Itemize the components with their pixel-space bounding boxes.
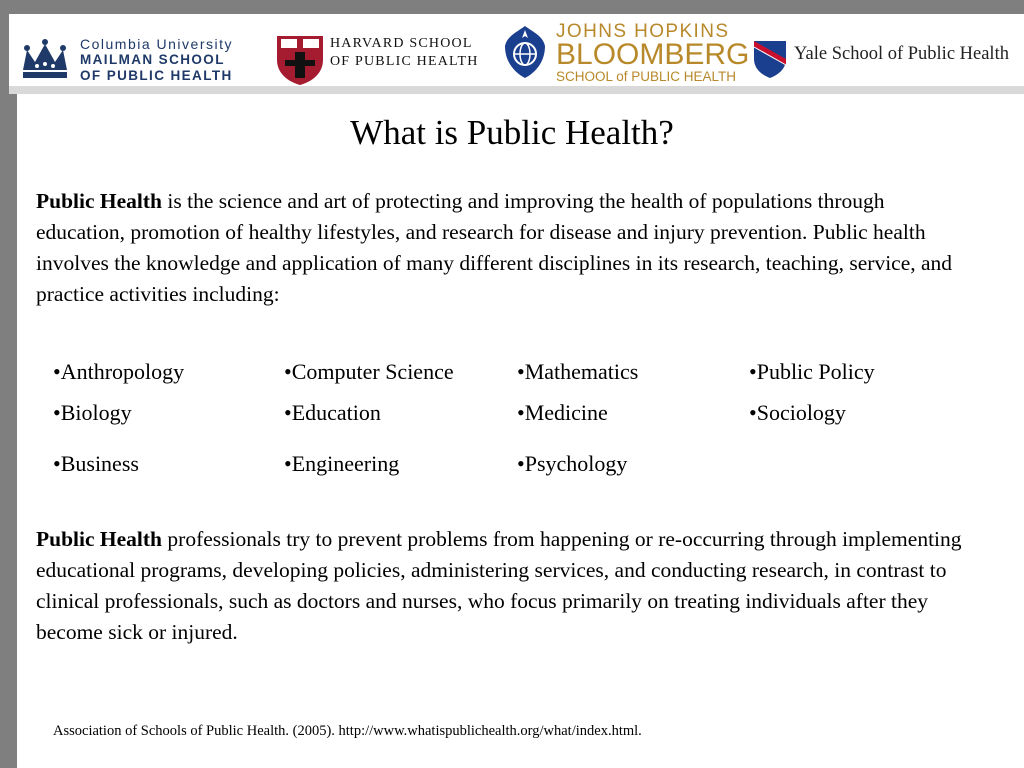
slide-title: What is Public Health? bbox=[350, 113, 674, 152]
discipline-item: •Anthropology bbox=[53, 359, 185, 384]
harvard-shield-icon bbox=[275, 34, 325, 86]
yale-shield-icon bbox=[752, 39, 788, 79]
definition-text: is the science and art of protecting and improving the health of populations through education, promotion of healthy lifestyles, and research for disease and injury prevention. Public health involves the knowledge and application of many different disciplines in its research, teaching, service, and practice activities including: bbox=[36, 189, 953, 306]
definition-paragraph bbox=[36, 186, 976, 310]
discipline-item: •Public Policy bbox=[749, 359, 875, 384]
mailman-school: MAILMAN SCHOOL bbox=[80, 52, 225, 67]
discipline-item: •Sociology bbox=[749, 400, 846, 425]
harvard-public-health: OF PUBLIC HEALTH bbox=[330, 54, 479, 69]
harvard-logo bbox=[270, 14, 500, 86]
discipline-item: •Engineering bbox=[284, 451, 400, 476]
discipline-item: •Biology bbox=[53, 400, 132, 425]
bloomberg-name: BLOOMBERG bbox=[556, 38, 750, 71]
discipline-item: •Psychology bbox=[517, 451, 628, 476]
harvard-name: HARVARD SCHOOL bbox=[330, 36, 473, 51]
columbia-mailman-logo bbox=[12, 14, 262, 86]
columbia-public-health: OF PUBLIC HEALTH bbox=[80, 68, 233, 83]
crown-icon bbox=[17, 38, 73, 80]
johns-hopkins-bloomberg-logo bbox=[500, 14, 750, 86]
citation-footnote: Association of Schools of Public Health. (2005). http://www.whatispublichealth.org/what/index.html. bbox=[53, 723, 642, 739]
discipline-item: •Business bbox=[53, 451, 139, 476]
professionals-paragraph bbox=[36, 524, 976, 648]
columbia-name: Columbia University bbox=[80, 36, 233, 52]
professionals-text: professionals try to prevent problems from happening or re-occurring through implementing educational programs, developing policies, administering services, and conducting research, in contrast to clinical professionals, such as doctors and nurses, who focus primarily on treating individuals after they become sick or injured. bbox=[36, 527, 962, 644]
johns-hopkins-name: JOHNS HOPKINS bbox=[556, 21, 730, 42]
professionals-term: Public Health bbox=[36, 527, 163, 551]
discipline-item: •Mathematics bbox=[517, 359, 639, 384]
banner-divider bbox=[9, 86, 1024, 94]
hopkins-globe-icon bbox=[503, 24, 547, 80]
yale-name: Yale School of Public Health bbox=[794, 44, 1009, 64]
discipline-item: •Medicine bbox=[517, 400, 608, 425]
definition-term: Public Health bbox=[36, 189, 163, 213]
discipline-item: •Education bbox=[284, 400, 381, 425]
discipline-item: •Computer Science bbox=[284, 359, 454, 384]
yale-logo bbox=[748, 14, 1024, 86]
hopkins-public-health: SCHOOL of PUBLIC HEALTH bbox=[556, 69, 737, 84]
